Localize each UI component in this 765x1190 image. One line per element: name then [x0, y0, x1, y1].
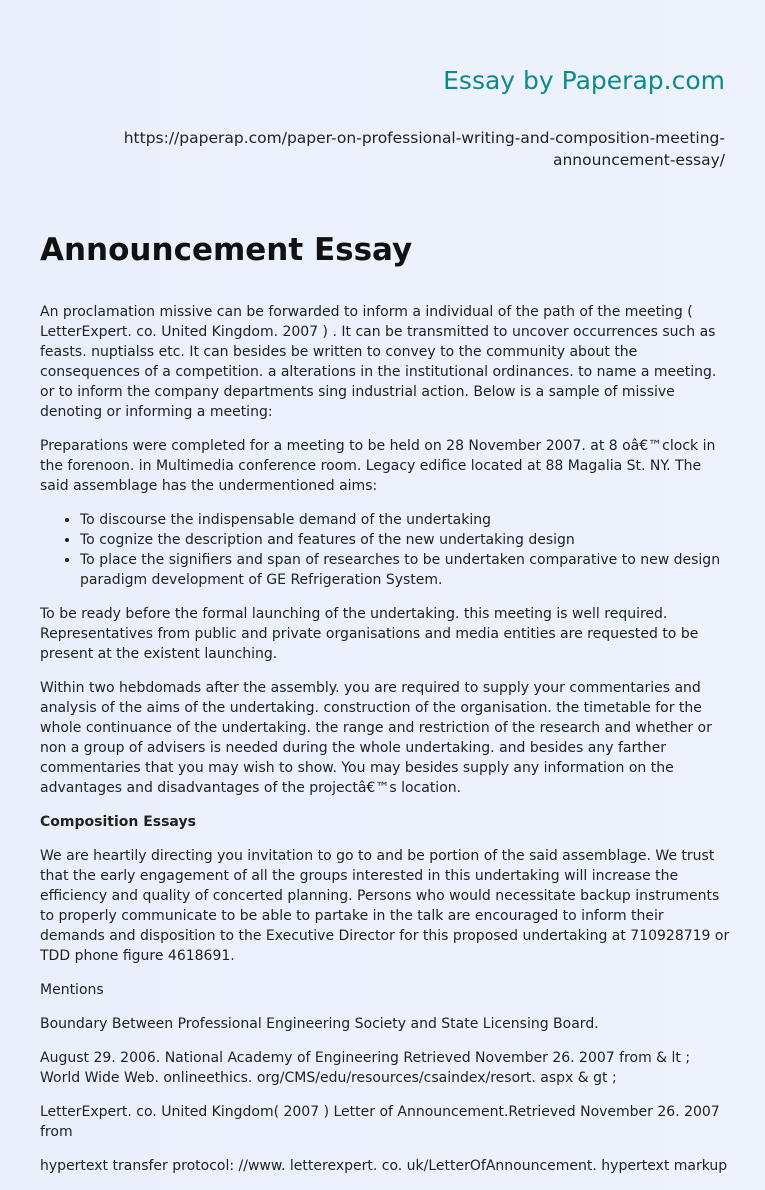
paragraph-preparations: Preparations were completed for a meeting to be held on 28 November 2007. at 8 oâ€™clock in the forenoon. in Multimedia conference room. Legacy edifice located at 88 Magalia St. NY. The said assemblage has the undermentioned aims:: [40, 438, 716, 494]
page-title: Announcement Essay: [40, 232, 413, 268]
source-url-line-2[interactable]: announcement-essay/: [552, 151, 725, 169]
article-body: [40, 302, 730, 1190]
paragraph-invitation: We are heartily directing you invitation to go to and be portion of the said assemblage. We trust that the early engagement of all the groups interested in this undertaking will increase the efficiency and quality of concerted planning. Persons who would necessitate backup instruments to properly communicate to be able to partake in the talk are encouraged to inform their demands and disposition to the Executive Director for this proposed undertaking at 710928719 or TDD phone figure 4618691.: [40, 848, 730, 964]
reference-item: August 29. 2006. National Academy of Engineering Retrieved November 26. 2007 from & lt ; World Wide Web. onlineethics. org/CMS/edu/resources/csaindex/resort. aspx & gt ;: [40, 1050, 691, 1086]
section-heading: Composition Essays: [40, 814, 196, 830]
paragraph-commentaries: Within two hebdomads after the assembly. you are required to supply your commentaries and analysis of the aims of the undertaking. construction of the organisation. the timetable for the whole continuance of the undertaking. the range and restriction of the research and whether or non a group of advisers is needed during the whole undertaking. and besides any farther commentaries that you may wish to show. You may besides supply any information on the advantages and disadvantages of the projectâ€™s location.: [40, 680, 712, 796]
paragraph-launching: To be ready before the formal launching of the undertaking. this meeting is well required. Representatives from public and private organisations and media entities are requested to be present at the existent launching.: [40, 606, 699, 662]
reference-item: Boundary Between Professional Engineering Society and State Licensing Board.: [40, 1016, 599, 1032]
reference-item: hypertext transfer protocol: //www. letterexpert. co. uk/LetterOfAnnouncement. hypertext markup: [40, 1158, 728, 1174]
list-item: • To place the signifiers and span of researches to be undertaken comparative to new design paradigm development of GE Refrigeration System.: [80, 550, 730, 590]
site-brand[interactable]: Essay by Paperap.com: [443, 66, 725, 95]
aims-list: [40, 510, 730, 590]
list-item: • To cognize the description and features of the new undertaking design: [80, 530, 730, 550]
reference-item: LetterExpert. co. United Kingdom( 2007 ) Letter of Announcement.Retrieved November 26. 2007 from: [40, 1104, 720, 1140]
section-heading-paragraph: [40, 812, 730, 832]
references-label: Mentions: [40, 982, 104, 998]
source-url[interactable]: [105, 127, 725, 171]
source-url-line-1[interactable]: https://paperap.com/paper-on-professional-writing-and-composition-meeting-: [123, 129, 725, 147]
list-item: • To discourse the indispensable demand of the undertaking: [80, 510, 730, 530]
paragraph-intro: An proclamation missive can be forwarded to inform a individual of the path of the meeting ( LetterExpert. co. United Kingdom. 2007 ) . It can be transmitted to uncover occurrences such as feasts. nuptialss etc. It can besides be written to convey to the community about the consequences of a competition. a alterations in the institutional ordinances. to name a meeting. or to inform the company departments sing industrial action. Below is a sample of missive denoting or informing a meeting:: [40, 304, 717, 420]
